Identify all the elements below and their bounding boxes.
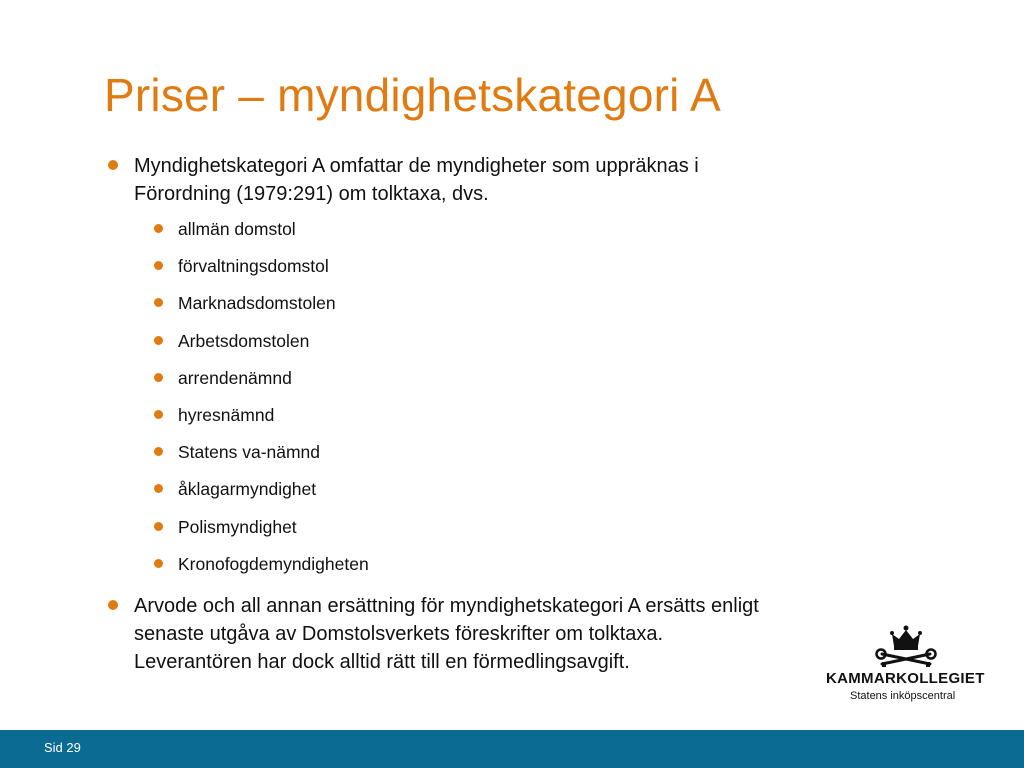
bullet-dot-icon [154,559,163,568]
sublist-item-label: Kronofogdemyndigheten [178,553,369,574]
bullet-dot-icon [154,522,163,531]
bullet-dot-icon [108,160,118,170]
bullet-1-line-2: Förordning (1979:291) om tolktaxa, dvs. [134,183,489,205]
bullet-2-line-2: senaste utgåva av Domstolsverkets föreskrifter om tolktaxa. [134,622,664,645]
sublist-item-label: hyresnämnd [178,404,275,425]
bullet-dot-icon [108,600,118,610]
bullet-dot-icon [154,298,163,307]
bullet-dot-icon [154,261,163,270]
slide-title: Priser – myndighetskategori A [104,69,721,121]
sublist-item [104,549,894,586]
bullet-dot-icon [154,484,163,493]
bullet-dot-icon [154,447,163,456]
sublist-item [104,437,894,474]
bullet-item-2 [104,592,894,676]
bullet-2-line-1: Arvode och all annan ersättning för myndighetskategori A ersätts enligt [134,594,759,617]
sublist-item [104,251,894,288]
kammarkollegiet-logo [826,624,986,704]
sublist-item-label: Polismyndighet [178,516,297,537]
sublist-item [104,363,894,400]
sublist-item [104,512,894,549]
sublist-item [104,326,894,363]
sublist-item-label: Arbetsdomstolen [178,330,310,351]
bullet-dot-icon [154,336,163,345]
sublist-item [104,214,894,251]
bullet-dot-icon [154,373,163,382]
sublist-item [104,400,894,437]
footer-bar [0,730,1024,768]
sublist-item-label: arrendenämnd [178,367,292,388]
page-number: Sid 29 [44,740,81,755]
logo-name: KAMMARKOLLEGIET [826,670,985,687]
sublist-item-label: Marknadsdomstolen [178,293,336,314]
bullet-item-1 [104,152,894,208]
court-sublist [104,214,894,586]
logo-subtitle: Statens inköpscentral [850,690,956,702]
slide-content [104,152,894,676]
sublist-item [104,474,894,511]
bullet-1-line-1: Myndighetskategori A omfattar de myndigheter som uppräknas i [134,155,699,177]
sublist-item [104,288,894,325]
bullet-dot-icon [154,410,163,419]
bullet-dot-icon [154,224,163,233]
bullet-2-line-3: Leverantören har dock alltid rätt till en förmedlingsavgift. [134,650,630,673]
sublist-item-label: Statens va-nämnd [178,442,321,463]
sublist-item-label: åklagarmyndighet [178,479,317,500]
crown-with-keys-icon [874,624,938,668]
sublist-item-label: allmän domstol [178,219,296,239]
sublist-item-label: förvaltningsdomstol [178,256,329,277]
